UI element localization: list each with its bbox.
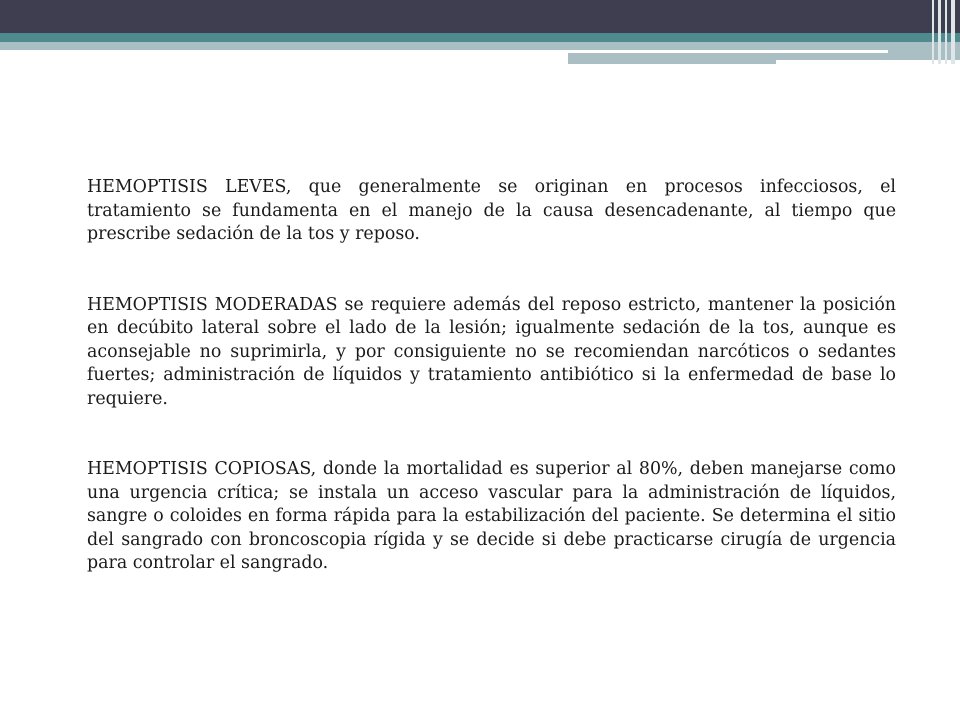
header-edge-decoration bbox=[930, 0, 960, 64]
slide-body bbox=[87, 176, 896, 576]
header-dark-bar bbox=[0, 0, 960, 33]
header-grey-band bbox=[0, 42, 568, 50]
paragraph-hemoptisis-moderadas: HEMOPTISIS MODERADAS se requiere además del reposo estricto, mantener la posición en decúbito lateral sobre el lado de la lesión; igualmente sedación de la tos, aunque es aconsejable no suprimirla, y por consiguiente no se recomiendan narcóticos o sedantes fuertes; administración de líquidos y tratamiento antibiótico si la enfermedad de base lo requiere. bbox=[87, 294, 896, 409]
paragraph-hemoptisis-copiosas: HEMOPTISIS COPIOSAS, donde la mortalidad es superior al 80%, deben manejarse como una urgencia crítica; se instala un acceso vascular para la administración de líquidos, sangre o coloides en forma rápida para la estabilización del paciente. Se determina el sitio del sangrado con broncoscopia rígida y se decide si debe practicarse cirugía de urgencia para controlar el sangrado. bbox=[87, 459, 896, 573]
header-accent-line bbox=[568, 50, 888, 53]
paragraph-hemoptisis-leves: HEMOPTISIS LEVES, que generalmente se originan en procesos infecciosos, el tratamiento se fundamenta en el manejo de la causa desencadenante, al tiempo que prescribe sedación de la tos y reposo. bbox=[87, 177, 896, 244]
header-teal-band bbox=[0, 33, 960, 42]
